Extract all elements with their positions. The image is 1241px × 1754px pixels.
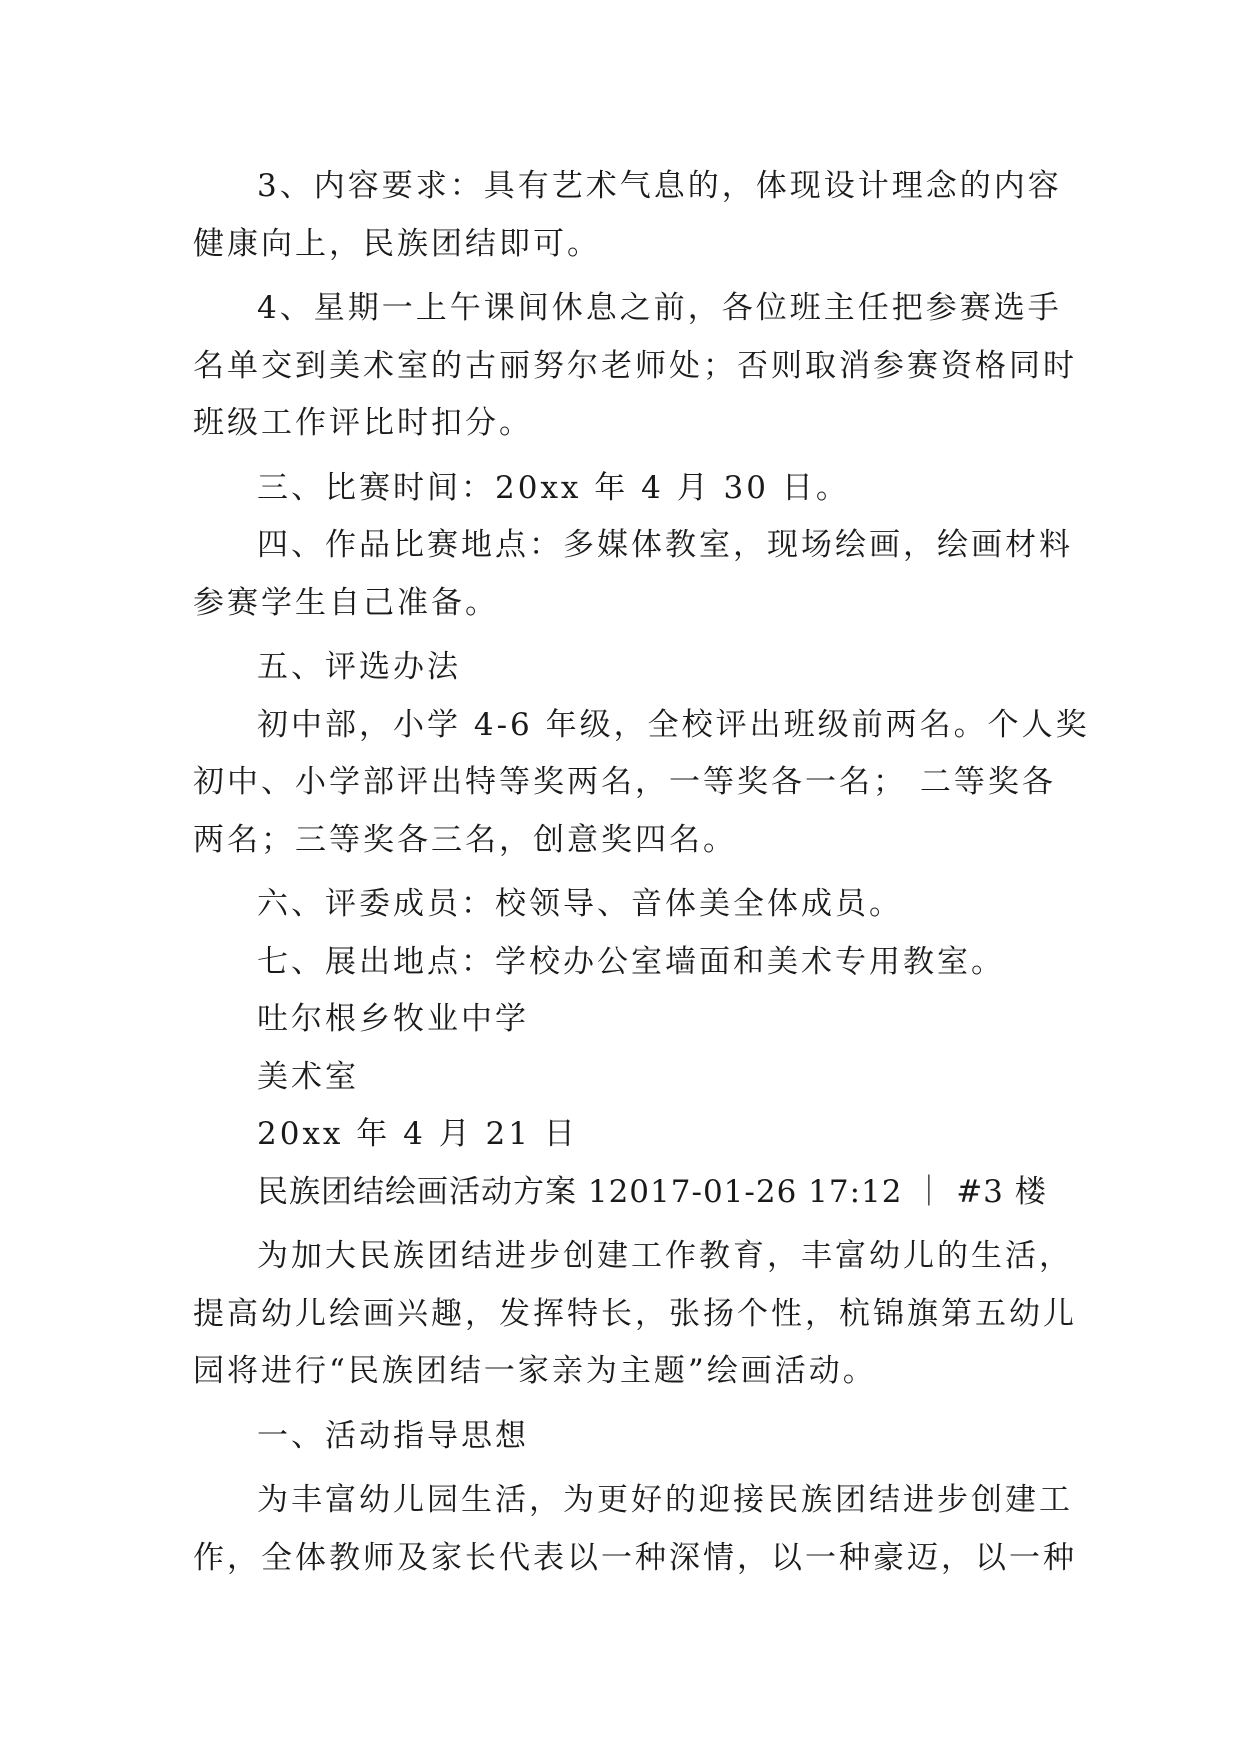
paragraph-line: 四、作品比赛地点：多媒体教室，现场绘画，绘画材料: [257, 527, 1073, 563]
paragraph-line: 3、内容要求：具有艺术气息的，体现设计理念的内容: [257, 168, 1062, 204]
paragraph-line: 两名；三等奖各三名，创意奖四名。: [193, 821, 737, 858]
paragraph-line: 名单交到美术室的古丽努尔老师处；否则取消参赛资格同时: [193, 347, 1077, 384]
paragraph-line: 初中、小学部评出特等奖两名，一等奖各一名； 二等奖各: [193, 764, 1056, 800]
paragraph-line: 提高幼儿绘画兴趣，发挥特长，张扬个性，杭锦旗第五幼儿: [193, 1295, 1077, 1332]
paragraph-line: 初中部，小学 4-6 年级，全校评出班级前两名。个人奖: [257, 706, 1090, 743]
signature-date: 20xx 年 4 月 21 日: [257, 1116, 578, 1152]
document-body: [193, 158, 1090, 1587]
post-header: 民族团结绘画活动方案 12017-01-26 17:12 ｜ #3 楼: [257, 1173, 1047, 1210]
paragraph-line: 三、比赛时间：20xx 年 4 月 30 日。: [257, 469, 850, 506]
paragraph-line: 为丰富幼儿园生活，为更好的迎接民族团结进步创建工: [257, 1482, 1073, 1518]
section-heading: 一、活动指导思想: [257, 1417, 529, 1454]
paragraph-line: 六、评委成员：校领导、音体美全体成员。: [257, 886, 903, 922]
paragraph-line: 参赛学生自己准备。: [193, 584, 499, 621]
section-heading: 五、评选办法: [257, 649, 461, 685]
signature-department: 美术室: [257, 1058, 359, 1095]
paragraph-line: 为加大民族团结进步创建工作教育，丰富幼儿的生活，: [257, 1238, 1073, 1274]
paragraph-line: 健康向上，民族团结即可。: [193, 225, 601, 262]
paragraph-line: 作，全体教师及家长代表以一种深情，以一种豪迈，以一种: [193, 1539, 1077, 1576]
paragraph-line: 班级工作评比时扣分。: [193, 405, 533, 441]
paragraph-line: 园将进行“民族团结一家亲为主题”绘画活动。: [193, 1353, 877, 1389]
paragraph-line: 七、展出地点：学校办公室墙面和美术专用教室。: [257, 943, 1005, 980]
signature-school: 吐尔根乡牧业中学: [257, 1001, 529, 1037]
paragraph-line: 4、星期一上午课间休息之前，各位班主任把参赛选手: [257, 290, 1062, 326]
